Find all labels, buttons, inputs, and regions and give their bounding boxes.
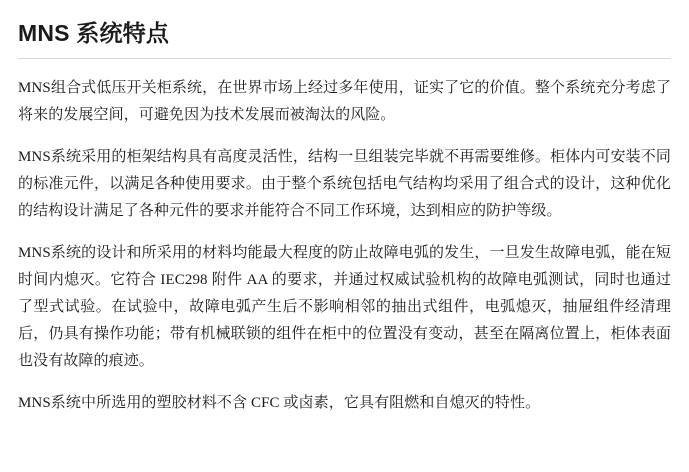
page-title: MNS 系统特点	[18, 20, 170, 46]
paragraph-3: MNS系统的设计和所采用的材料均能最大程度的防止故障电弧的发生，一旦发生故障电弧，能在短时间内熄灭。它符合 IEC298 附件 AA 的要求，并通过权威试验机构的故障电弧测试，同时也通过了型式试验。在试验中，故障电弧产生后不影响相邻的抽出式组件，电弧熄灭，抽屉组件经清理后，仍具有操作功能；带有机械联锁的组件在柜中的位置没有变动，甚至在隔离位置上，柜体表面也没有故障的痕迹。	[18, 244, 671, 369]
paragraph-4: MNS系统中所选用的塑胶材料不含 CFC 或卤素，它具有阻燃和自熄灭的特性。	[18, 394, 541, 411]
paragraph-1: MNS组合式低压开关柜系统，在世界市场上经过多年使用，证实了它的价值。整个系统充分考虑了将来的发展空间，可避免因为技术发展而被淘汰的风险。	[18, 79, 671, 123]
paragraph-2: MNS系统采用的柜架结构具有高度灵活性，结构一旦组装完毕就不再需要维修。柜体内可安装不同的标准元件，以满足各种使用要求。由于整个系统包括电气结构均采用了组合式的设计，这种优化的结构设计满足了各种元件的要求并能符合不同工作环境，达到相应的防护等级。	[18, 148, 671, 219]
title-divider	[18, 58, 671, 59]
